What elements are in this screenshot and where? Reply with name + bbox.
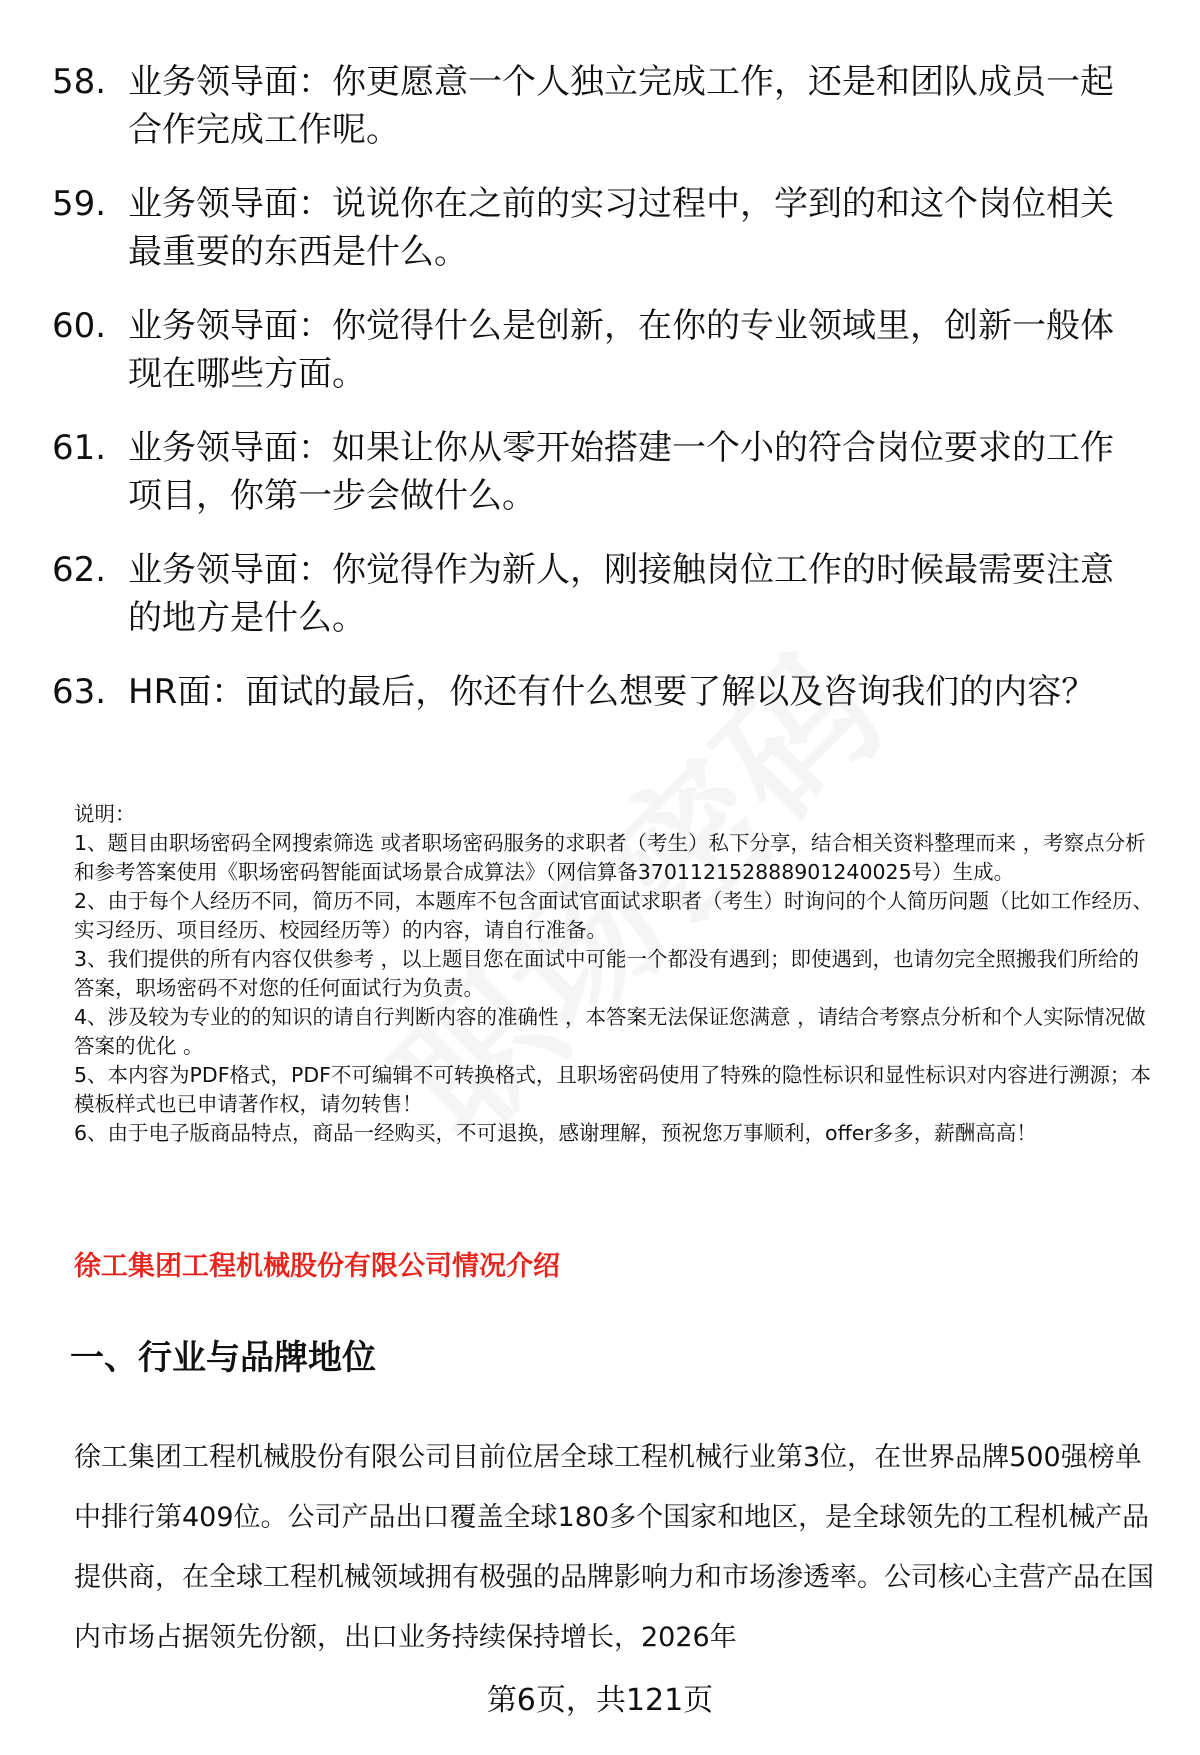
question-number: 59. <box>52 184 107 224</box>
question-item <box>52 180 1142 276</box>
question-item <box>52 668 1142 716</box>
question-text: 业务领导面：你觉得作为新人，刚接触岗位工作的时候最需要注意的地方是什么。 <box>128 550 1114 638</box>
notes-block <box>74 800 1158 1148</box>
question-text: 业务领导面：如果让你从零开始搭建一个小的符合岗位要求的工作项目，你第一步会做什么。 <box>128 428 1114 516</box>
note-item: 3、我们提供的所有内容仅供参考 ，以上题目您在面试中可能一个都没有遇到；即使遇到，也请勿完全照搬我们所给的答案，职场密码不对您的任何面试行为负责。 <box>74 947 1140 1000</box>
question-item <box>52 302 1142 398</box>
note-item: 1、题目由职场密码全网搜索筛选 或者职场密码服务的求职者（考生）私下分享，结合相关资料整理而来 ，考察点分析和参考答案使用《职场密码智能面试场景合成算法》（网信算备370112152888901240025号）生成。 <box>74 831 1146 884</box>
question-item <box>52 546 1142 642</box>
company-title: 徐工集团工程机械股份有限公司情况介绍 <box>74 1251 560 1282</box>
question-number: 62. <box>52 550 107 590</box>
note-item: 2、由于每个人经历不同，简历不同，本题库不包含面试官面试求职者（考生）时询问的个人简历问题（比如工作经历、实习经历、项目经历、校园经历等）的内容，请自行准备。 <box>74 889 1154 942</box>
note-item: 4、涉及较为专业的的知识的请自行判断内容的准确性 ，本答案无法保证您满意 ，请结合考察点分析和个人实际情况做答案的优化 。 <box>74 1005 1146 1058</box>
page-footer: 第6页，共121页 <box>486 1683 714 1718</box>
notes-title: 说明： <box>74 802 136 826</box>
question-item <box>52 424 1142 520</box>
question-number: 61. <box>52 428 107 468</box>
question-text: 业务领导面：说说你在之前的实习过程中，学到的和这个岗位相关最重要的东西是什么。 <box>128 184 1114 272</box>
note-item: 6、由于电子版商品特点，商品一经购买，不可退换，感谢理解，预祝您万事顺利，offer多多，薪酬高高！ <box>74 1121 1037 1145</box>
question-number: 60. <box>52 306 107 346</box>
question-text: 业务领导面：你更愿意一个人独立完成工作，还是和团队成员一起合作完成工作呢。 <box>128 62 1114 150</box>
question-text: 业务领导面：你觉得什么是创新，在你的专业领域里，创新一般体现在哪些方面。 <box>128 306 1114 394</box>
question-list <box>52 58 1142 742</box>
question-item <box>52 58 1142 154</box>
question-number: 58. <box>52 62 107 102</box>
note-item: 5、本内容为PDF格式，PDF不可编辑不可转换格式，且职场密码使用了特殊的隐性标识和显性标识对内容进行溯源；本模板样式也已申请著作权，请勿转售！ <box>74 1063 1151 1116</box>
section-heading: 一、行业与品牌地位 <box>70 1338 376 1378</box>
question-text: HR面：面试的最后，你还有什么想要了解以及咨询我们的内容？ <box>128 672 1096 712</box>
intro-paragraph: 徐工集团工程机械股份有限公司目前位居全球工程机械行业第3位，在世界品牌500强榜单中排行第409位。公司产品出口覆盖全球180多个国家和地区，是全球领先的工程机械产品提供商，在全球工程机械领域拥有极强的品牌影响力和市场渗透率。公司核心主营产品在国内市场占据领先份额，出口业务持续保持增长，2026年 <box>74 1442 1154 1653</box>
question-number: 63. <box>52 672 107 712</box>
